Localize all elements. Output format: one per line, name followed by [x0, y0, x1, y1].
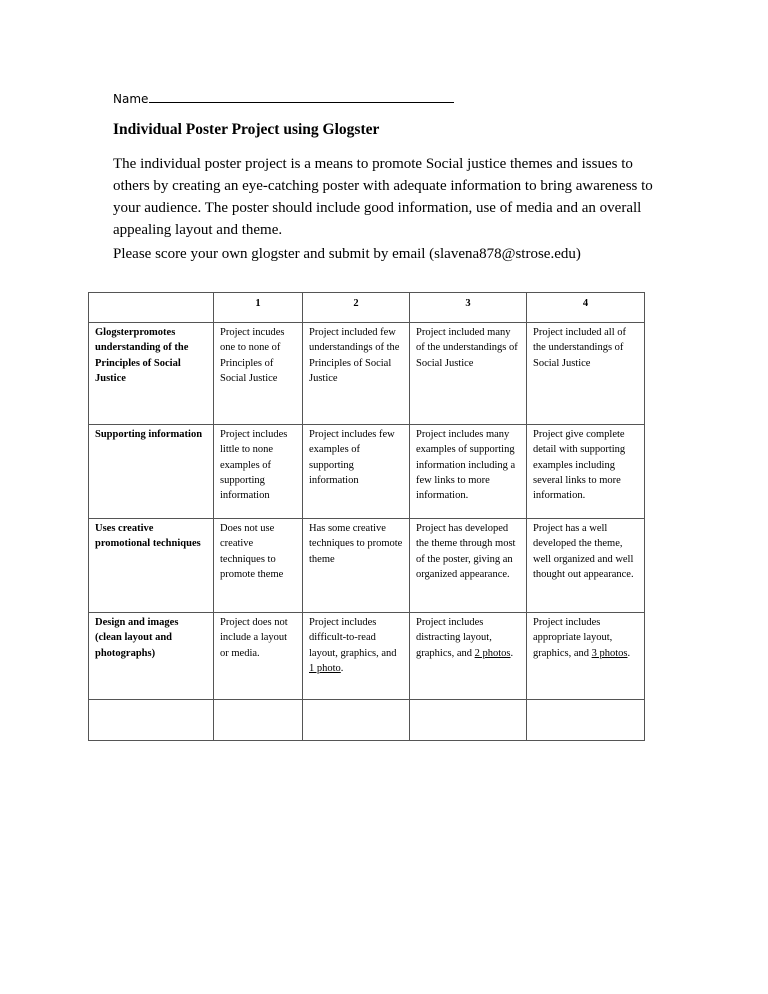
score-cell: Project includes many examples of supporting information including a few links to more information.: [410, 425, 527, 519]
intro-paragraph: [113, 153, 673, 241]
cell-suffix: .: [510, 647, 514, 659]
table-row: [89, 613, 645, 700]
criterion-cell: Glogsterpromotes understanding of the Principles of Social Justice: [89, 323, 214, 425]
page-title: Individual Poster Project using Glogster: [113, 121, 380, 138]
rubric-table: [88, 292, 645, 741]
score-1-header: 1: [214, 293, 303, 323]
score-cell: [303, 613, 410, 700]
empty-cell[interactable]: [410, 700, 527, 741]
empty-cell[interactable]: [303, 700, 410, 741]
cell-text: Project includes difficult-to-read layout, graphics, and: [309, 617, 397, 659]
name-field: [113, 91, 454, 106]
score-4-header: 4: [527, 293, 645, 323]
empty-score-row: [89, 700, 645, 741]
criterion-cell: Uses creative promotional techniques: [89, 519, 214, 613]
score-cell: Project included all of the understandings of Social Justice: [527, 323, 645, 425]
score-cell: Has some creative techniques to promote theme: [303, 519, 410, 613]
intro-line: your audience. The poster should include good information, use of media and an overall: [113, 200, 642, 216]
intro-line: others by creating an eye-catching poster with adequate information to bring awareness to: [113, 178, 653, 194]
score-cell: Project incudes one to none of Principles of Social Justice: [214, 323, 303, 425]
photo-count: 3 photos: [591, 647, 628, 659]
score-cell: Project has developed the theme through most of the poster, giving an organized appearance.: [410, 519, 527, 613]
criterion-cell: Design and images (clean layout and photographs): [89, 613, 214, 700]
rubric-header-cell: [89, 293, 214, 323]
score-cell: Project give complete detail with supporting examples including several links to more information.: [527, 425, 645, 519]
score-cell: Does not use creative techniques to promote theme: [214, 519, 303, 613]
score-cell: Project included many of the understandings of Social Justice: [410, 323, 527, 425]
empty-cell[interactable]: [214, 700, 303, 741]
score-cell: Project has a well developed the theme, well organized and well thought out appearance.: [527, 519, 645, 613]
score-cell: [527, 613, 645, 700]
intro-line: The individual poster project is a means to promote Social justice themes and issues to: [113, 156, 633, 172]
table-row: [89, 425, 645, 519]
score-3-header: 3: [410, 293, 527, 323]
score-cell: Project does not include a layout or media.: [214, 613, 303, 700]
score-cell: Project includes little to none examples of supporting information: [214, 425, 303, 519]
submission-instruction: Please score your own glogster and submit by email (slavena878@strose.edu): [113, 246, 581, 262]
empty-cell[interactable]: [89, 700, 214, 741]
cell-suffix: .: [340, 662, 344, 674]
cell-suffix: .: [627, 647, 631, 659]
cell-text: Project includes distracting layout, graphics, and: [416, 617, 492, 659]
score-2-header: 2: [303, 293, 410, 323]
table-row: [89, 323, 645, 425]
intro-line: appealing layout and theme.: [113, 222, 283, 238]
name-blank-line[interactable]: [149, 91, 454, 103]
rubric-header-row: [89, 293, 645, 323]
score-cell: Project includes few examples of supporting information: [303, 425, 410, 519]
table-row: [89, 519, 645, 613]
name-label: Name: [113, 92, 149, 106]
score-cell: Project included few understandings of the Principles of Social Justice: [303, 323, 410, 425]
criterion-cell: Supporting information: [89, 425, 214, 519]
photo-count: 1 photo: [309, 662, 341, 674]
empty-cell[interactable]: [527, 700, 645, 741]
score-cell: [410, 613, 527, 700]
photo-count: 2 photos: [474, 647, 511, 659]
cell-text: Project includes appropriate layout, graphics, and: [533, 617, 613, 659]
